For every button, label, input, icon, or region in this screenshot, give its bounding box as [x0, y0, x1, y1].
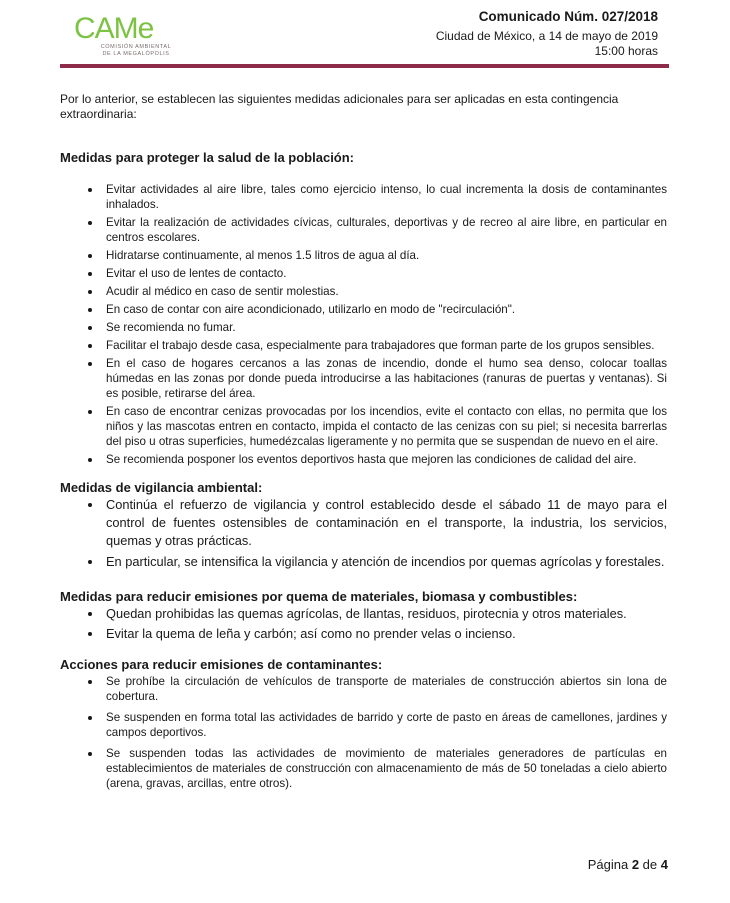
- list-item: Evitar la quema de leña y carbón; así como no prender velas o incienso.: [60, 625, 667, 643]
- list-item: Se recomienda posponer los eventos deportivos hasta que mejoren las condiciones de calidad del aire.: [60, 452, 667, 467]
- section-title: Medidas de vigilancia ambiental:: [60, 480, 263, 495]
- bullet-list: [60, 182, 667, 467]
- list-item: Se prohíbe la circulación de vehículos de transporte de materiales de construcción abiertos sin lona de cobertura.: [60, 674, 667, 704]
- list-item: Se recomienda no fumar.: [60, 320, 667, 335]
- section-burning-measures: [60, 589, 667, 643]
- document-body: [60, 92, 667, 797]
- logo-subtitle-2: DE LA MEGALÓPOLIS: [102, 51, 170, 57]
- communique-number: Comunicado Núm. 027/2018: [478, 9, 658, 24]
- intro-paragraph: Por lo anterior, se establecen las siguientes medidas adicionales para ser aplicadas en esta contingencia extraordinaria:: [60, 92, 619, 121]
- list-item: En particular, se intensifica la vigilancia y atención de incendios por quemas agrícolas y forestales.: [60, 553, 667, 571]
- section-title: Acciones para reducir emisiones de contaminantes:: [60, 657, 383, 672]
- list-item: Evitar la realización de actividades cívicas, culturales, deportivas y de recreo al aire libre, en particular en centros escolares.: [60, 215, 667, 245]
- list-item: Quedan prohibidas las quemas agrícolas, de llantas, residuos, pirotecnia y otros materiales.: [60, 605, 667, 623]
- section-title: Medidas para proteger la salud de la población:: [60, 150, 355, 165]
- document-header: [0, 0, 730, 70]
- header-divider: [60, 64, 669, 68]
- section-title: Medidas para reducir emisiones por quema de materiales, biomasa y combustibles:: [60, 589, 578, 604]
- page-word: Página: [587, 857, 629, 872]
- list-item: En el caso de hogares cercanos a las zonas de incendio, donde el humo sea denso, colocar toallas húmedas en las zonas por donde pueda introducirse a las habitaciones (ranuras de puertas y ventanas). Si es posible, retirarse del área.: [60, 356, 667, 401]
- issue-time: 15:00 horas: [594, 44, 658, 58]
- header-meta: [436, 9, 658, 59]
- list-item: Hidratarse continuamente, al menos 1.5 litros de agua al día.: [60, 248, 667, 263]
- section-environmental-surveillance: [60, 480, 667, 571]
- place-date: Ciudad de México, a 14 de mayo de 2019: [435, 29, 658, 43]
- list-item: Continúa el refuerzo de vigilancia y control establecido desde el sábado 11 de mayo para el control de fuentes ostensibles de contaminación en el transporte, la industria, los servicios, quemas y otras prácticas.: [60, 496, 667, 550]
- bullet-list: [60, 605, 667, 643]
- logo-wordmark: CAMe: [74, 12, 154, 44]
- list-item: Facilitar el trabajo desde casa, especialmente para trabajadores que forman parte de los grupos sensibles.: [60, 338, 667, 353]
- list-item: Evitar actividades al aire libre, tales como ejercicio intenso, lo cual incrementa la dosis de contaminantes inhalados.: [60, 182, 667, 212]
- list-item: Acudir al médico en caso de sentir molestias.: [60, 284, 667, 299]
- bullet-list: [60, 496, 667, 571]
- logo-subtitle-1: COMISIÓN AMBIENTAL: [100, 44, 172, 50]
- came-logo: [74, 12, 204, 60]
- bullet-list: [60, 674, 667, 791]
- came-logo-icon: [74, 12, 198, 44]
- page-number: [588, 857, 668, 872]
- list-item: Evitar el uso de lentes de contacto.: [60, 266, 667, 281]
- page-current: 2: [631, 857, 640, 872]
- list-item: En caso de encontrar cenizas provocadas por los incendios, evite el contacto con ellas, no permita que los niños y las mascotas entren en contacto, impida el contacto de las cenizas con su piel; si necesita barrerlas del piso u otras superficies, humedézcalas ligeramente y no permita que se suspendan de nuevo en el aire.: [60, 404, 667, 449]
- list-item: En caso de contar con aire acondicionado, utilizarlo en modo de "recirculación".: [60, 302, 667, 317]
- list-item: Se suspenden en forma total las actividades de barrido y corte de pasto en áreas de camellones, jardines y campos deportivos.: [60, 710, 667, 740]
- section-health-measures: [60, 150, 667, 467]
- page-total: 4: [660, 857, 668, 872]
- page-of: de: [642, 857, 658, 872]
- list-item: Se suspenden todas las actividades de movimiento de materiales generadores de partículas en establecimientos de materiales de construcción con almacenamiento de más de 50 toneladas a cielo abierto (arena, gravas, arcillas, entre otros).: [60, 746, 667, 791]
- section-emission-actions: [60, 657, 667, 791]
